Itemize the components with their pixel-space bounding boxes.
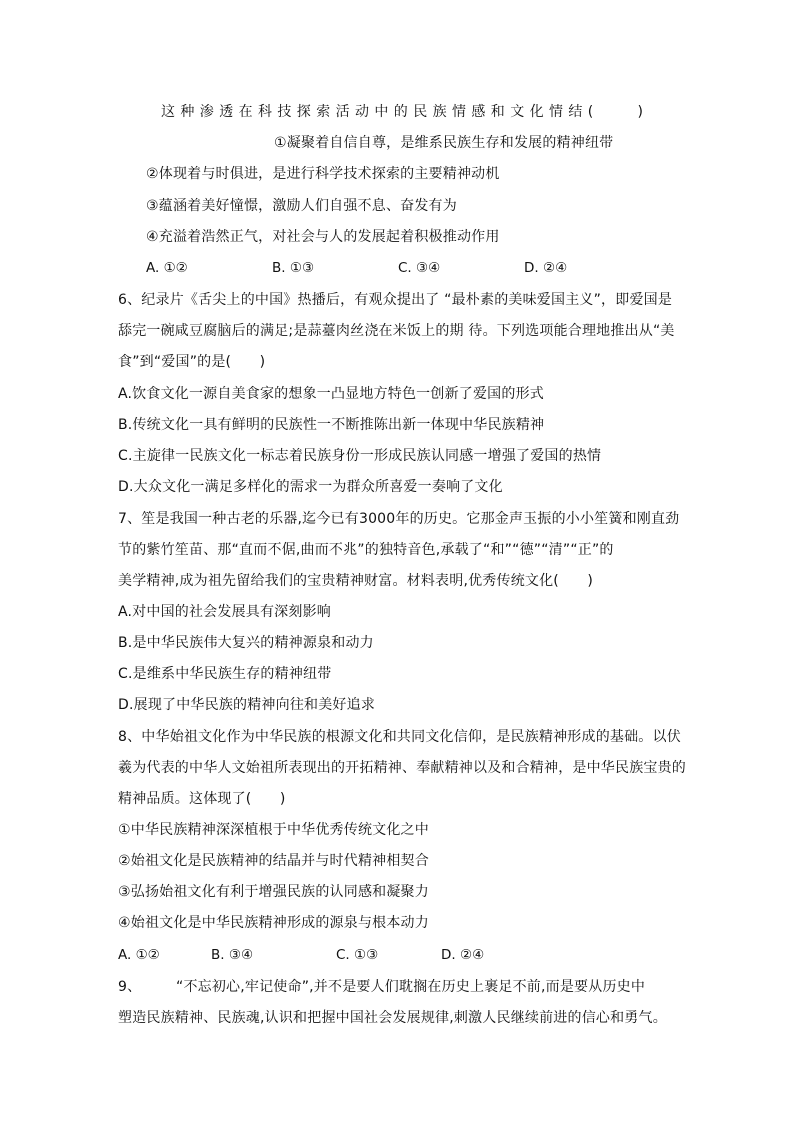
q8-option-d: D. ②④ <box>441 947 485 963</box>
q8-option-c: C. ①③ <box>336 947 379 963</box>
q6-option-c: C.主旋律一民族文化一标志着民族身份一形成民族认同感一增强了爱国的热情 <box>118 448 602 464</box>
q5-option-c: C. ③④ <box>398 260 441 276</box>
q9-number: 9、 <box>118 979 142 995</box>
q6-line-3: 食”到“爱国”的是( ) <box>118 354 266 370</box>
q8-item-3: ③弘扬始祖文化有利于增强民族的认同感和凝聚力 <box>118 884 429 900</box>
q7-line-3: 美学精神,成为祖先留给我们的宝贵精神财富。材料表明,优秀传统文化( ) <box>118 573 594 589</box>
q8-option-b: B. ③④ <box>211 947 254 963</box>
q5-stem: 这种渗透在科技探索活动中的民族情感和文化情结( ) <box>161 104 649 120</box>
q8-option-a: A. ①② <box>118 947 160 963</box>
q9-line-2: 塑造民族精神、民族魂,认识和把握中国社会发展规律,刺激人民继续前进的信心和勇气。 <box>118 1010 667 1026</box>
q9-line-1: “不忘初心,牢记使命”,并不是要人们耽搁在历史上裹足不前,而是要从历史中 <box>176 979 646 995</box>
q6-line-1: 6、纪录片《舌尖上的中国》热播后，有观众提出了 “最朴素的美味爱国主义”，即爱国是 <box>118 292 673 308</box>
q8-line-3: 精神品质。这体现了( ) <box>118 791 286 807</box>
q8-item-1: ①中华民族精神深深植根于中华优秀传统文化之中 <box>118 822 429 838</box>
q7-option-d: D.展现了中华民族的精神向往和美好追求 <box>118 697 376 713</box>
q5-item-1: ①凝聚着自信自尊，是维系民族生存和发展的精神纽带 <box>274 135 614 151</box>
q7-option-b: B.是中华民族伟大复兴的精神源泉和动力 <box>118 635 374 651</box>
q8-item-4: ④始祖文化是中华民族精神形成的源泉与根本动力 <box>118 915 429 931</box>
q8-line-1: 8、中华始祖文化作为中华民族的根源文化和共同文化信仰，是民族精神形成的基础。以伏 <box>118 729 681 745</box>
q5-option-a: A. ①② <box>146 260 188 276</box>
q8-item-2: ②始祖文化是民族精神的结晶并与时代精神相契合 <box>118 853 429 869</box>
q7-option-c: C.是维系中华民族生存的精神纽带 <box>118 666 332 682</box>
q5-item-4: ④充溢着浩然正气，对社会与人的发展起着积极推动作用 <box>146 229 500 245</box>
q5-option-d: D. ②④ <box>524 260 568 276</box>
q6-option-a: A.饮食文化一源自美食家的想象一凸显地方特色一创新了爱国的形式 <box>118 386 544 402</box>
q5-option-b: B. ①③ <box>272 260 315 276</box>
q5-item-3: ③蕴涵着美好憧憬，激励人们自强不息、奋发有为 <box>146 198 457 214</box>
q5-item-2: ②体现着与时俱进，是进行科学技术探索的主要精神动机 <box>146 166 500 182</box>
q7-option-a: A.对中国的社会发展具有深刻影响 <box>118 604 331 620</box>
q7-line-2: 节的紫竹笙苗、那“直而不倨,曲而不兆”的独特音色,承载了“和”“德”“清”“正”的 <box>118 542 614 558</box>
q6-option-b: B.传统文化一具有鲜明的民族性一不断推陈出新一体现中华民族精神 <box>118 417 545 433</box>
q8-line-2: 羲为代表的中华人文始祖所表现出的开拓精神、奉献精神以及和合精神，是中华民族宝贵的 <box>118 760 686 776</box>
q6-option-d: D.大众文化一满足多样化的需求一为群众所喜爱一奏响了文化 <box>118 479 503 495</box>
q6-line-2: 舔完一碗咸豆腐脑后的满足;是蒜薹肉丝浇在米饭上的期 待。下列选项能合理地推出从“美 <box>118 323 675 339</box>
q7-line-1: 7、笙是我国一种古老的乐器,迄今已有3000年的历史。它那金声玉振的小小笙簧和刚直劲 <box>118 511 680 527</box>
